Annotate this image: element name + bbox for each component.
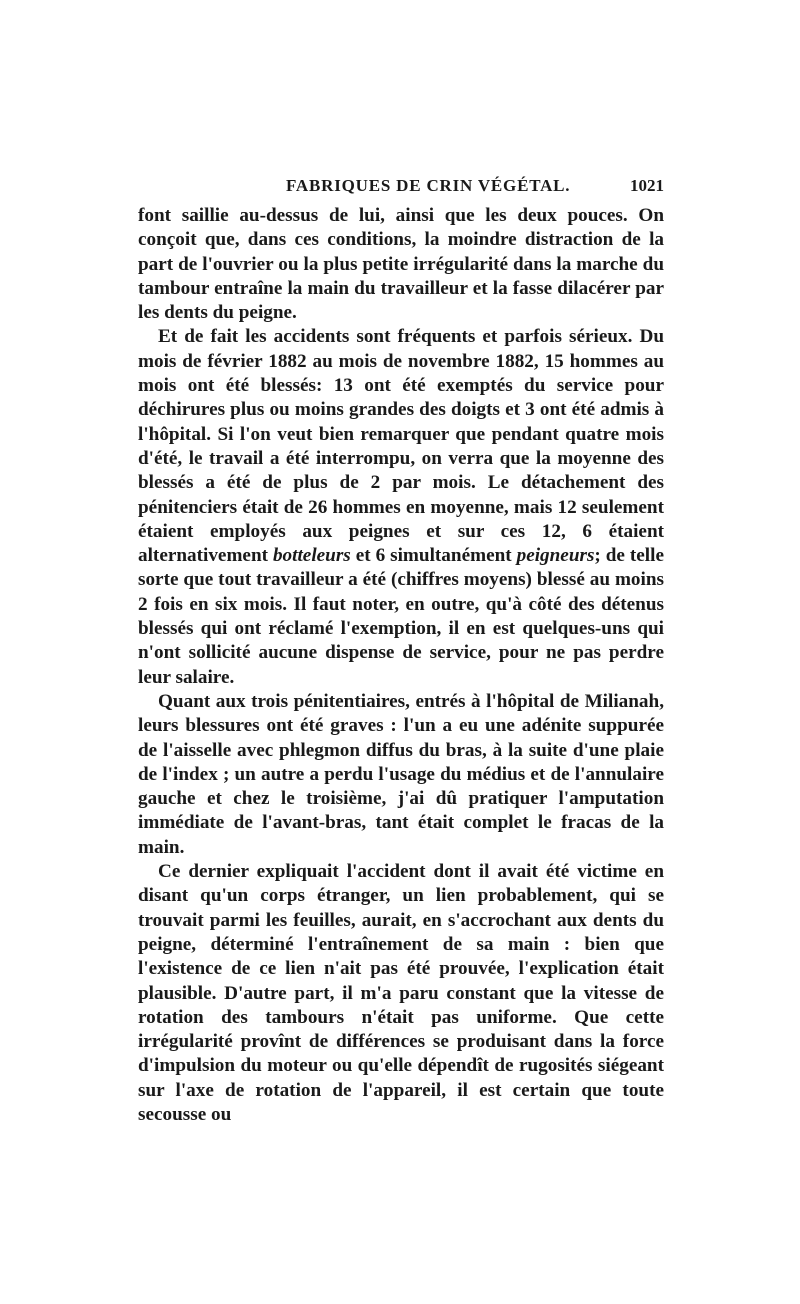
term-botteleurs: botteleurs <box>272 545 351 567</box>
paragraph-accidents-tail: ; de telle sorte que tout travailleur a été (chiffres moyens) blessé au moins 2 fois en six mois. Il faut noter, en outre, qu'à côté des détenus blessés qui ont réclamé l'exemption, il en est quelques-uns qui n'ont sollicité aucune dispense de service, pour ne pas perdre leur salaire. <box>138 545 664 688</box>
running-header <box>138 172 664 202</box>
paragraph-accidents-mid: et 6 simultanément <box>350 545 517 567</box>
running-title: FABRIQUES DE CRIN VÉGÉTAL. <box>286 176 571 195</box>
paragraph-accidents-text: Et de fait les accidents sont fréquents et parfois sérieux. Du mois de février 1882 au mois de novembre 1882, 15 hommes au mois ont été blessés: 13 ont été exemptés du service pour déchirures plus ou moins grandes des doigts et 3 ont été admis à l'hôpital. Si l'on veut bien remarquer que pendant quatre mois d'été, le travail a été interrompu, on verra que la moyenne des blessés a été de plus de 2 par mois. Le détachement des pénitenciers était de 26 hommes en moyenne, mais 12 seulement étaient employés aux peignes et sur ces 12, 6 étaient alternativement <box>138 326 664 567</box>
page-number: 1021 <box>630 176 664 195</box>
paragraph-accidents <box>138 325 664 689</box>
paragraph-explanation: Ce dernier expliquait l'accident dont il avait été victime en disant qu'un corps étranger, un lien probablement, qui se trouvait parmi les feuilles, aurait, en s'accrochant aux dents du peigne, déterminé l'entraînement de sa main : bien que l'existence de ce lien n'ait pas été prouvée, l'explication était plausible. D'autre part, il m'a paru constant que la vitesse de rotation des tambours n'était pas uniforme. Que cette irrégularité provînt de différences se produisant dans la force d'impulsion du moteur ou qu'elle dépendît de rugosités siégeant sur l'axe de rotation de l'appareil, il est certain que toute secousse ou <box>138 861 664 1125</box>
paragraph-injuries: Quant aux trois pénitentiaires, entrés à l'hôpital de Milianah, leurs blessures ont été graves : l'un a eu une adénite suppurée de l'aisselle avec phlegmon diffus du bras, à la suite d'une plaie de l'index ; un autre a perdu l'usage du médius et de l'annulaire gauche et chez le troisième, j'ai dû pratiquer l'amputation immédiate de l'avant-bras, tant était complet le fracas de la main. <box>138 690 664 858</box>
paragraph-continuation: font saillie au-dessus de lui, ainsi que les deux pouces. On conçoit que, dans ces conditions, la moindre distraction de la part de l'ouvrier ou la plus petite irrégularité dans la marche du tambour entraîne la main du travailleur et la fasse dilacérer par les dents du peigne. <box>138 205 664 324</box>
body-text <box>138 204 664 1127</box>
term-peigneurs: peigneurs <box>516 545 595 567</box>
